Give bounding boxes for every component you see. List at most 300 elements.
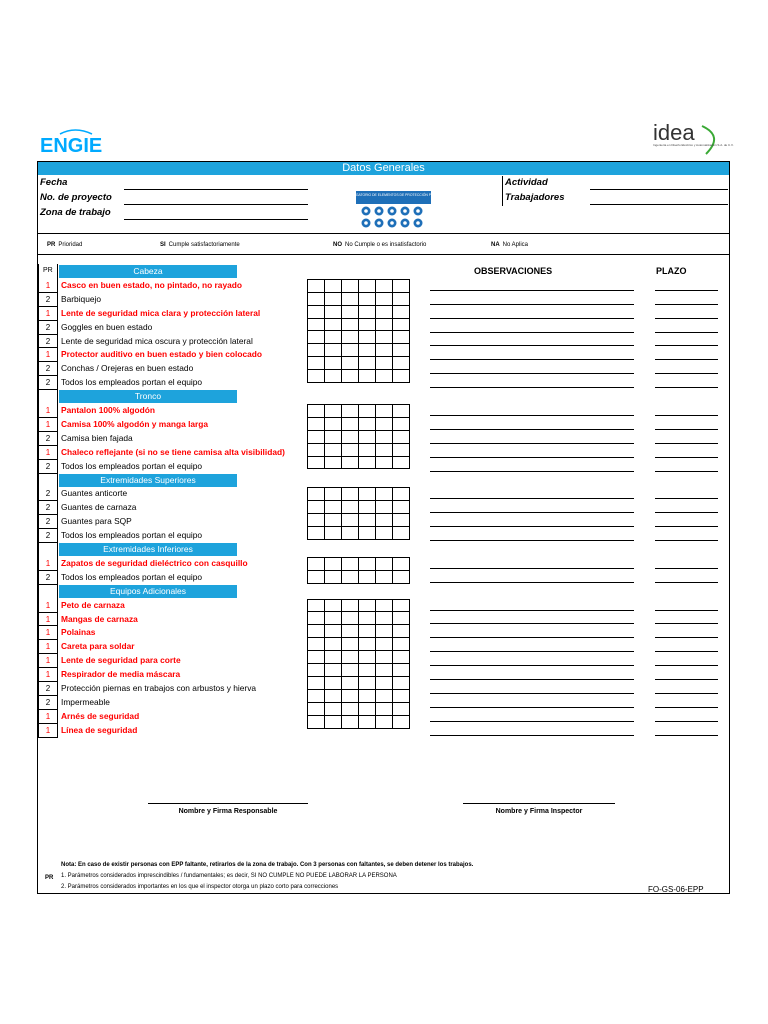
check-cell[interactable]: [308, 430, 325, 443]
check-cell[interactable]: [393, 292, 410, 305]
check-cell[interactable]: [342, 488, 359, 501]
check-cell[interactable]: [308, 405, 325, 418]
observaciones-field[interactable]: [430, 540, 634, 541]
observaciones-field[interactable]: [430, 304, 634, 305]
priority-value: 1: [45, 308, 51, 318]
check-cell[interactable]: [342, 443, 359, 456]
check-cell[interactable]: [325, 527, 342, 540]
priority-value: 2: [45, 433, 51, 443]
plazo-field[interactable]: [655, 582, 718, 583]
observaciones-field[interactable]: [430, 318, 634, 319]
check-cell[interactable]: [393, 430, 410, 443]
check-cell[interactable]: [342, 557, 359, 570]
check-cell[interactable]: [376, 430, 393, 443]
priority-value: 1: [45, 406, 51, 415]
check-grid: [307, 487, 410, 540]
check-cell[interactable]: [342, 344, 359, 357]
check-cell[interactable]: [325, 305, 342, 318]
observaciones-field[interactable]: [430, 651, 634, 652]
check-cell[interactable]: [359, 557, 376, 570]
check-cell[interactable]: [393, 331, 410, 344]
check-cell[interactable]: [359, 279, 376, 292]
check-cell[interactable]: [308, 501, 325, 514]
check-cell[interactable]: [393, 514, 410, 527]
plazo-field[interactable]: [655, 471, 718, 472]
priority-value: 1: [45, 628, 51, 638]
check-cell[interactable]: [342, 501, 359, 514]
check-cell[interactable]: [393, 599, 410, 612]
check-cell[interactable]: [393, 370, 410, 383]
plazo-field[interactable]: [655, 610, 718, 611]
check-cell[interactable]: [325, 612, 342, 625]
check-cell[interactable]: [308, 370, 325, 383]
observaciones-field[interactable]: [430, 429, 634, 430]
check-cell[interactable]: [393, 443, 410, 456]
checklist-item-label: Lente de seguridad mica oscura y protección lateral: [61, 335, 253, 346]
check-cell[interactable]: [359, 417, 376, 430]
priority-value: 1: [45, 419, 51, 429]
check-cell[interactable]: [325, 676, 342, 689]
check-cell[interactable]: [376, 638, 393, 651]
section-header: Tronco: [59, 390, 237, 403]
check-cell[interactable]: [376, 676, 393, 689]
observaciones-field[interactable]: [430, 582, 634, 583]
check-cell[interactable]: [308, 488, 325, 501]
check-cell[interactable]: [308, 279, 325, 292]
fecha-label: Fecha: [40, 177, 68, 188]
check-cell[interactable]: [325, 599, 342, 612]
check-cell[interactable]: [325, 331, 342, 344]
trabajadores-label: Trabajadores: [505, 192, 565, 203]
check-cell[interactable]: [376, 702, 393, 715]
pr-column-header: PR: [43, 267, 53, 274]
plazo-field[interactable]: [655, 540, 718, 541]
check-cell[interactable]: [308, 676, 325, 689]
check-cell[interactable]: [325, 488, 342, 501]
checklist-item-label: Arnés de seguridad: [61, 710, 140, 721]
plazo-field[interactable]: [655, 498, 718, 499]
check-cell[interactable]: [376, 651, 393, 664]
check-cell[interactable]: [376, 514, 393, 527]
idea-logo-text: idea: [653, 120, 695, 145]
check-cell[interactable]: [342, 599, 359, 612]
check-cell[interactable]: [325, 570, 342, 583]
check-cell[interactable]: [376, 664, 393, 677]
observaciones-field[interactable]: [430, 373, 634, 374]
check-cell[interactable]: [342, 612, 359, 625]
section-header: Extremidades Superiores: [59, 474, 237, 487]
check-cell[interactable]: [393, 715, 410, 728]
priority-value: 1: [45, 280, 51, 290]
check-cell[interactable]: [342, 331, 359, 344]
check-cell[interactable]: [376, 456, 393, 469]
check-cell[interactable]: [342, 514, 359, 527]
plazo-field[interactable]: [655, 512, 718, 513]
priority-value: 1: [45, 656, 51, 666]
checklist-item-label: Casco en buen estado, no pintado, no rayado: [61, 279, 243, 290]
check-cell[interactable]: [359, 570, 376, 583]
check-cell[interactable]: [325, 689, 342, 702]
plazo-field[interactable]: [655, 623, 718, 624]
check-cell[interactable]: [359, 651, 376, 664]
check-cell[interactable]: [342, 676, 359, 689]
check-cell[interactable]: [359, 527, 376, 540]
check-cell[interactable]: [359, 612, 376, 625]
check-cell[interactable]: [308, 715, 325, 728]
check-cell[interactable]: [325, 357, 342, 370]
observaciones-field[interactable]: [430, 457, 634, 458]
check-cell[interactable]: [376, 625, 393, 638]
check-cell[interactable]: [308, 357, 325, 370]
check-cell[interactable]: [393, 456, 410, 469]
check-cell[interactable]: [393, 651, 410, 664]
check-cell[interactable]: [376, 570, 393, 583]
check-cell[interactable]: [325, 405, 342, 418]
observaciones-field[interactable]: [430, 498, 634, 499]
check-cell[interactable]: [376, 331, 393, 344]
check-cell[interactable]: [308, 331, 325, 344]
check-cell[interactable]: [308, 443, 325, 456]
check-cell[interactable]: [325, 318, 342, 331]
note-text: Nota: En caso de existir personas con EPP faltante, retirarlos de la zona de trabajo. Con 3 personas con faltantes, se deben detener los trabajos.: [61, 862, 474, 868]
check-cell[interactable]: [393, 501, 410, 514]
check-cell[interactable]: [376, 318, 393, 331]
check-cell[interactable]: [308, 638, 325, 651]
check-cell[interactable]: [325, 702, 342, 715]
proyecto-field[interactable]: [124, 204, 308, 205]
priority-value: 1: [45, 600, 51, 610]
trabajadores-field[interactable]: [590, 204, 728, 205]
check-cell[interactable]: [359, 405, 376, 418]
check-cell[interactable]: [359, 715, 376, 728]
check-cell[interactable]: [308, 599, 325, 612]
check-cell[interactable]: [342, 625, 359, 638]
observaciones-field[interactable]: [430, 443, 634, 444]
check-cell[interactable]: [342, 357, 359, 370]
check-cell[interactable]: [342, 651, 359, 664]
priority-value: 2: [45, 684, 51, 693]
check-cell[interactable]: [359, 443, 376, 456]
plazo-field[interactable]: [655, 693, 718, 694]
checklist-item-label: Camisa bien fajada: [61, 432, 133, 443]
signature-inspector[interactable]: Nombre y Firma Inspector: [463, 803, 615, 815]
check-cell[interactable]: [393, 305, 410, 318]
observaciones-field[interactable]: [430, 721, 634, 722]
observaciones-field[interactable]: [430, 610, 634, 611]
plazo-field[interactable]: [655, 429, 718, 430]
epp-poster-image: [339, 183, 448, 231]
check-cell[interactable]: [393, 702, 410, 715]
check-cell[interactable]: [342, 702, 359, 715]
check-cell[interactable]: [359, 638, 376, 651]
checklist-item-label: Todos los empleados portan el equipo: [61, 460, 203, 471]
check-cell[interactable]: [325, 715, 342, 728]
check-cell[interactable]: [359, 344, 376, 357]
check-cell[interactable]: [376, 405, 393, 418]
check-cell[interactable]: [308, 557, 325, 570]
check-cell[interactable]: [342, 430, 359, 443]
checklist-item-label: Mangas de carnaza: [61, 613, 138, 624]
priority-value: 2: [45, 364, 51, 374]
checklist-item-label: Todos los empleados portan el equipo: [61, 571, 203, 582]
check-cell[interactable]: [342, 318, 359, 331]
check-cell[interactable]: [325, 638, 342, 651]
priority-value: 2: [45, 378, 51, 388]
check-cell[interactable]: [325, 344, 342, 357]
check-cell[interactable]: [376, 370, 393, 383]
priority-value: 2: [45, 517, 51, 527]
observaciones-header: OBSERVACIONES: [474, 266, 553, 276]
check-cell[interactable]: [359, 702, 376, 715]
check-cell[interactable]: [308, 612, 325, 625]
plazo-field[interactable]: [655, 332, 718, 333]
check-cell[interactable]: [308, 651, 325, 664]
observaciones-field[interactable]: [430, 693, 634, 694]
plazo-field[interactable]: [655, 665, 718, 666]
check-cell[interactable]: [393, 612, 410, 625]
check-cell[interactable]: [342, 527, 359, 540]
check-cell[interactable]: [342, 715, 359, 728]
observaciones-field[interactable]: [430, 665, 634, 666]
checklist-item-label: Polainas: [61, 627, 96, 638]
checklist-item-label: Zapatos de seguridad dieléctrico con casquillo: [61, 557, 248, 568]
check-cell[interactable]: [308, 292, 325, 305]
check-cell[interactable]: [325, 664, 342, 677]
check-cell[interactable]: [376, 527, 393, 540]
checklist-item-label: Respirador de media máscara: [61, 669, 181, 680]
priority-value: 1: [45, 447, 51, 457]
check-cell[interactable]: [308, 305, 325, 318]
check-cell[interactable]: [325, 514, 342, 527]
signature-responsable[interactable]: Nombre y Firma Responsable: [148, 803, 308, 815]
check-cell[interactable]: [308, 514, 325, 527]
check-cell[interactable]: [393, 527, 410, 540]
check-cell[interactable]: [325, 501, 342, 514]
checklist-item-label: Careta para soldar: [61, 641, 135, 652]
check-cell[interactable]: [376, 344, 393, 357]
check-cell[interactable]: [393, 689, 410, 702]
checklist-item-label: Línea de seguridad: [61, 724, 138, 735]
section-header: Equipos Adicionales: [59, 585, 237, 598]
checklist-item-label: Pantalon 100% algodón: [61, 405, 156, 415]
check-cell[interactable]: [342, 456, 359, 469]
check-cell[interactable]: [359, 456, 376, 469]
check-cell[interactable]: [376, 292, 393, 305]
plazo-field[interactable]: [655, 359, 718, 360]
check-cell[interactable]: [376, 305, 393, 318]
section-header: Cabeza: [59, 265, 237, 278]
check-grid: [307, 279, 410, 383]
plazo-field[interactable]: [655, 651, 718, 652]
fecha-field[interactable]: [124, 189, 308, 190]
observaciones-field[interactable]: [430, 471, 634, 472]
check-cell[interactable]: [376, 599, 393, 612]
check-cell[interactable]: [359, 488, 376, 501]
check-cell[interactable]: [342, 689, 359, 702]
check-cell[interactable]: [308, 625, 325, 638]
priority-value: 1: [45, 614, 51, 624]
note-pr-label: PR: [45, 875, 54, 881]
check-cell[interactable]: [359, 501, 376, 514]
check-cell[interactable]: [342, 570, 359, 583]
priority-value: 2: [45, 461, 51, 471]
check-grid: [307, 599, 410, 729]
check-cell[interactable]: [376, 279, 393, 292]
check-cell[interactable]: [308, 570, 325, 583]
check-cell[interactable]: [376, 689, 393, 702]
check-cell[interactable]: [308, 527, 325, 540]
check-cell[interactable]: [308, 417, 325, 430]
check-cell[interactable]: [376, 488, 393, 501]
check-cell[interactable]: [376, 357, 393, 370]
priority-value: 2: [45, 503, 51, 513]
plazo-field[interactable]: [655, 568, 718, 569]
check-cell[interactable]: [359, 676, 376, 689]
check-cell[interactable]: [376, 557, 393, 570]
plazo-field[interactable]: [655, 415, 718, 416]
check-cell[interactable]: [308, 318, 325, 331]
plazo-field[interactable]: [655, 387, 718, 388]
check-cell[interactable]: [308, 702, 325, 715]
check-cell[interactable]: [325, 557, 342, 570]
observaciones-field[interactable]: [430, 359, 634, 360]
observaciones-field[interactable]: [430, 332, 634, 333]
plazo-field[interactable]: [655, 373, 718, 374]
check-cell[interactable]: [393, 344, 410, 357]
check-cell[interactable]: [393, 625, 410, 638]
check-cell[interactable]: [342, 417, 359, 430]
check-cell[interactable]: [376, 417, 393, 430]
observaciones-field[interactable]: [430, 623, 634, 624]
check-cell[interactable]: [325, 417, 342, 430]
zona-field[interactable]: [124, 219, 308, 220]
legend-si: SI Cumple satisfactoriamente: [160, 242, 240, 248]
check-cell[interactable]: [393, 318, 410, 331]
check-cell[interactable]: [376, 501, 393, 514]
priority-value: 1: [45, 558, 51, 568]
check-cell[interactable]: [325, 279, 342, 292]
check-cell[interactable]: [393, 664, 410, 677]
plazo-field[interactable]: [655, 721, 718, 722]
check-cell[interactable]: [308, 456, 325, 469]
plazo-field[interactable]: [655, 637, 718, 638]
check-cell[interactable]: [308, 664, 325, 677]
check-cell[interactable]: [342, 370, 359, 383]
check-cell[interactable]: [342, 405, 359, 418]
check-cell[interactable]: [308, 344, 325, 357]
checklist-item-label: Conchas / Orejeras en buen estado: [61, 363, 194, 374]
checklist-item-label: Lente de seguridad mica clara y protección lateral: [61, 307, 261, 318]
check-cell[interactable]: [359, 599, 376, 612]
check-cell[interactable]: [342, 664, 359, 677]
check-cell[interactable]: [325, 292, 342, 305]
check-cell[interactable]: [342, 638, 359, 651]
check-cell[interactable]: [393, 638, 410, 651]
check-cell[interactable]: [359, 625, 376, 638]
check-cell[interactable]: [308, 689, 325, 702]
plazo-field[interactable]: [655, 318, 718, 319]
check-cell[interactable]: [393, 417, 410, 430]
observaciones-field[interactable]: [430, 387, 634, 388]
observaciones-field[interactable]: [430, 735, 634, 736]
checklist-item-label: Guantes para SQP: [61, 516, 132, 527]
check-cell[interactable]: [359, 370, 376, 383]
idea-logo: [650, 118, 734, 158]
check-cell[interactable]: [393, 676, 410, 689]
priority-value: 2: [45, 531, 51, 541]
check-cell[interactable]: [359, 430, 376, 443]
header-divider-line: [37, 233, 730, 234]
plazo-field[interactable]: [655, 457, 718, 458]
check-cell[interactable]: [376, 715, 393, 728]
check-cell[interactable]: [342, 305, 359, 318]
check-cell[interactable]: [376, 443, 393, 456]
check-cell[interactable]: [393, 405, 410, 418]
check-cell[interactable]: [393, 570, 410, 583]
check-cell[interactable]: [393, 488, 410, 501]
plazo-field[interactable]: [655, 304, 718, 305]
check-cell[interactable]: [359, 664, 376, 677]
check-cell[interactable]: [325, 430, 342, 443]
check-cell[interactable]: [359, 357, 376, 370]
observaciones-field[interactable]: [430, 512, 634, 513]
checklist-item-label: Todos los empleados portan el equipo: [61, 377, 203, 388]
priority-value: 2: [45, 322, 51, 332]
check-cell[interactable]: [325, 370, 342, 383]
plazo-field[interactable]: [655, 345, 718, 346]
header-divider: [502, 176, 503, 206]
plazo-field[interactable]: [655, 526, 718, 527]
check-cell[interactable]: [359, 331, 376, 344]
plazo-field[interactable]: [655, 679, 718, 680]
actividad-label: Actividad: [505, 177, 548, 188]
check-cell[interactable]: [325, 443, 342, 456]
poster-title: USO OBLIGATORIO DE ELEMENTOS DE PROTECCIÓN PERSONAL: [339, 193, 448, 197]
observaciones-field[interactable]: [430, 345, 634, 346]
actividad-field[interactable]: [590, 189, 728, 190]
check-cell[interactable]: [359, 292, 376, 305]
observaciones-field[interactable]: [430, 707, 634, 708]
plazo-header: PLAZO: [656, 266, 687, 276]
check-cell[interactable]: [325, 651, 342, 664]
check-cell[interactable]: [393, 557, 410, 570]
check-cell[interactable]: [342, 279, 359, 292]
plazo-field[interactable]: [655, 735, 718, 736]
priority-column: [38, 264, 58, 737]
plazo-field[interactable]: [655, 707, 718, 708]
observaciones-field[interactable]: [430, 526, 634, 527]
observaciones-field[interactable]: [430, 679, 634, 680]
check-cell[interactable]: [393, 357, 410, 370]
check-cell[interactable]: [359, 689, 376, 702]
check-cell[interactable]: [342, 292, 359, 305]
engie-logo-text: ENGIE: [40, 135, 103, 157]
observaciones-field[interactable]: [430, 568, 634, 569]
check-cell[interactable]: [359, 318, 376, 331]
observaciones-field[interactable]: [430, 415, 634, 416]
check-cell[interactable]: [325, 456, 342, 469]
plazo-field[interactable]: [655, 290, 718, 291]
observaciones-field[interactable]: [430, 290, 634, 291]
observaciones-field[interactable]: [430, 637, 634, 638]
check-cell[interactable]: [393, 279, 410, 292]
check-cell[interactable]: [325, 625, 342, 638]
check-cell[interactable]: [359, 305, 376, 318]
check-cell[interactable]: [359, 514, 376, 527]
check-cell[interactable]: [376, 612, 393, 625]
priority-value: 1: [45, 725, 51, 735]
plazo-field[interactable]: [655, 443, 718, 444]
